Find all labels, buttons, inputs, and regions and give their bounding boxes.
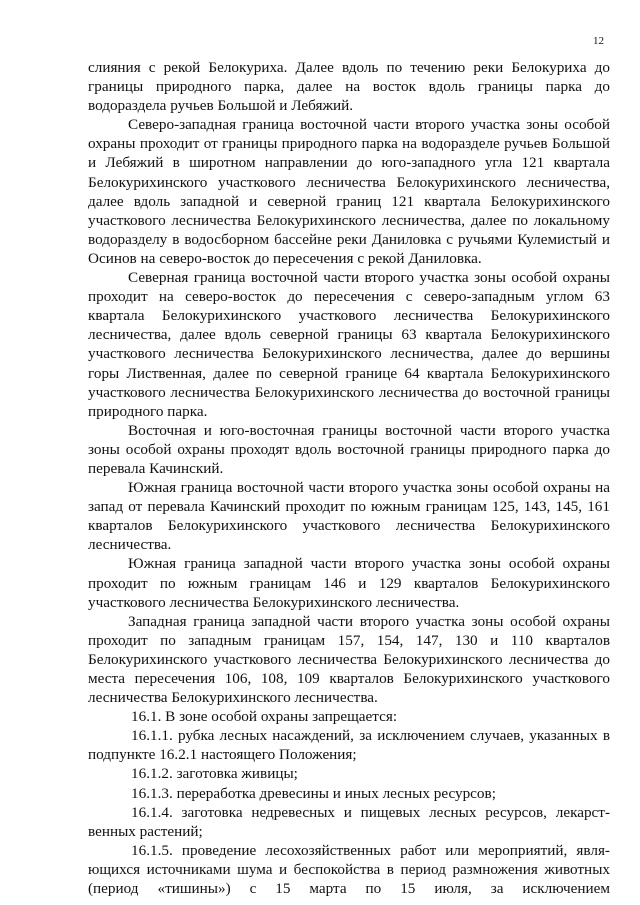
clause-16-1-1: 16.1.1. рубка лесных насаждений, за исключением случаев, указанных в подпункте 16.2.1 настоящего Положения; <box>88 727 610 764</box>
paragraph-continuation: слияния с рекой Белокуриха. Далее вдоль по течению реки Белокуриха до границы природного парка, далее на восток вдоль границы парка до водораздела ручьев Большой и Лебяжий. <box>88 59 610 115</box>
clause-16-1-4: 16.1.4. заготовка недревесных и пищевых лесных ресурсов, лекарст-венных растений; <box>88 803 610 840</box>
clause-16-1: 16.1. В зоне особой охраны запрещается: <box>131 708 398 726</box>
clause-16-1-5: 16.1.5. проведение лесохозяйственных работ или мероприятий, явля-ющихся источниками шума и беспокойства в период размножения животных (период «тишины») с 15 марта по 15 июля, за исключением <box>88 841 610 898</box>
paragraph-south-boundary-east: Южная граница восточной части второго участка зоны особой охраны на запад от перевала Качинский проходит по южным границам 125, 143, 145, 161 кварталов Белокурихинского участкового лесничества Белокурихинского лесничества. <box>88 479 610 554</box>
paragraph-north-boundary: Северная граница восточной части второго участка зоны особой охраны проходит на северо-восток до пересечения с северо-западным углом 63 квартала Белокурихинского участкового лесничества Белокурихинского лесничества, далее вдоль северной границы 63 квартала Белокурихинского участкового лесничества Белокурихинского лесничества, далее до вершины горы Лиственная, далее по северной границе 64 квартала Белокурихинского участкового лесничества Белокурихинского лесничества до восточной границы природного парка. <box>88 269 610 420</box>
page-number: 12 <box>593 35 604 47</box>
paragraph-west-boundary: Западная граница западной части второго участка зоны особой охраны проходит по западным границам 157, 154, 147, 130 и 110 кварталов Белокурихинского участкового лесничества Белокурихинского лесничества до места пересечения 106, 108, 109 кварталов Белокурихинского участкового лесничества Белокурихинского лесничества. <box>88 612 610 707</box>
clause-16-1-2: 16.1.2. заготовка живицы; <box>131 765 298 783</box>
paragraph-east-boundary: Восточная и юго-восточная границы восточной части второго участка зоны особой охраны проходят вдоль восточной границы природного парка до перевала Качинский. <box>88 421 610 477</box>
document-body <box>88 58 610 898</box>
paragraph-northwest-boundary: Северо-западная граница восточной части второго участка зоны особой охраны проходит от границы природного парка на водоразделе ручьев Большой и Лебяжий в широтном направлении до юго-западного угла 121 квартала Белокурихинского участкового лесничества Белокурихинского лесничества, далее вдоль западной и северной границ 121 квартала Белокурихинского участкового лесничества Белокурихинского лесничества, далее по локальному водоразделу в водосборном бассейне реки Даниловка с ручьями Кулемистый и Осинов на северо-восток до пересечения с рекой Даниловка. <box>88 116 610 267</box>
paragraph-south-boundary-west: Южная граница западной части второго участка зоны особой охраны проходит по южным границам 146 и 129 кварталов Белокурихинского участкового лесничества Белокурихинского лесничества. <box>88 555 610 611</box>
clause-16-1-3: 16.1.3. переработка древесины и иных лесных ресурсов; <box>131 784 496 802</box>
